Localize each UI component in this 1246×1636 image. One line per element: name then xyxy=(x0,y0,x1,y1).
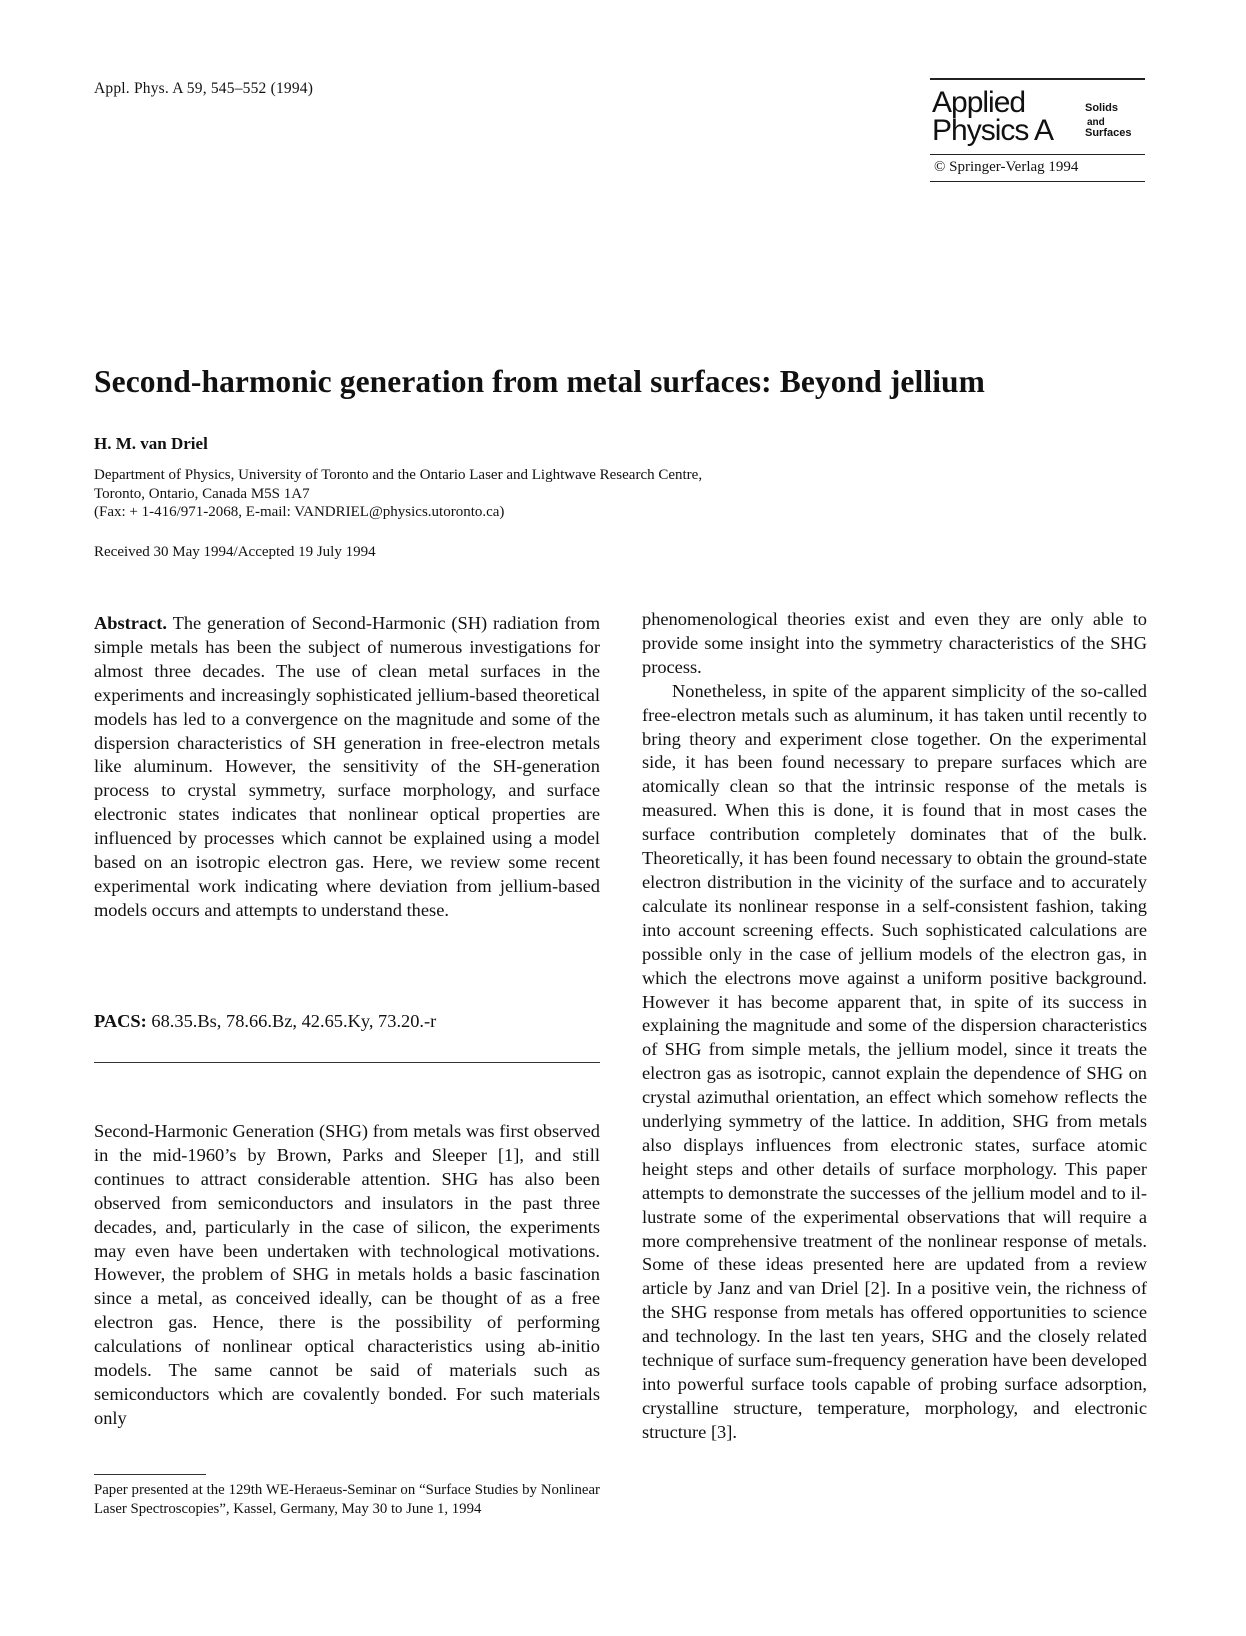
journal-section-line2: and xyxy=(1087,116,1105,128)
pacs-values: 68.35.Bs, 78.66.Bz, 42.65.Ky, 73.20.-r xyxy=(151,1011,437,1031)
right-column xyxy=(642,608,1147,1445)
abstract xyxy=(94,612,600,923)
body-paragraph: Nonetheless, in spite of the apparent simplicity of the so-called free-electron metals such as aluminum, it has taken until recently to bring theory and experiment close together. On the experimental side, it has been found necessary to prepare surfaces which are atomically clean so that the intrinsic response of the metals is measured. When this is done, it is found that in most cases the surface contribution completely dominates that of the bulk. Theoretically, it has been found necessary to obtain the ground-state electron distribution in the vicinity of the surface and to accurately calculate its nonlinear response in a self-consistent fashion, taking into account screening effects. Such sophisticated calculations are possible only in the case of jellium models of the electron gas, in which the electrons move against a uniform positive background. However it has become apparent that, in spite of its success in explaining the magnitude and some of the dispersion characteristics of SHG from simple metals, the jellium model, since it treats the electron gas as isotropic, cannot explain the dependence of SHG on crystal azimuthal orientation, an effect which somehow reflects the underlying symmetry of the lattice. In addition, SHG from metals also displays influences from electronic states, surface atomic height steps and other details of surface morphology. This paper attempts to demonstrate the successes of the jellium model and to illustrate some of the experimental observations that will require a more comprehensive treatment of the nonlinear response of metals. Some of these ideas presented here are updated from a review article by Janz and van Driel [2]. In a positive vein, the richness of the SHG response from metals has offered opportunities to science and technology. In the last ten years, SHG and the closely related technique of surface sum-frequency generation have been developed into powerful surface tools capable of probing surface adsorption, crystalline structure, temperature, morphology, and electronic structure [3]. xyxy=(642,680,1147,1442)
pacs-codes xyxy=(94,1010,600,1034)
author-affiliation xyxy=(94,466,702,522)
journal-section-line3: Surfaces xyxy=(1085,126,1132,139)
affiliation-line: Toronto, Ontario, Canada M5S 1A7 xyxy=(94,485,310,502)
journal-name-line2: Physics A xyxy=(932,113,1054,147)
article-author: H. M. van Driel xyxy=(94,434,208,453)
journal-masthead xyxy=(930,78,1145,182)
abstract-text: The generation of Second-Harmonic (SH) radiation from simple metals has been the subject of numerous investigations for almost three decades. The use of clean metal surfaces in the experiments and increasingly sophisticated jellium-based theoretical models has led to a convergence on the magnitude and some of the dispersion characteristics of SH generation in free-electron metals like aluminum. However, the sensitivity of the SH-generation process to crystal symmetry, surface morphology, and surface electronic states indicates that nonlinear optical properties are influenced by processes which cannot be explained using a model based on an isotropic electron gas. Here, we review some recent experimental work indicating where deviation from jellium-based models occurs and attempts to understand these. xyxy=(94,613,601,920)
pacs-label: PACS: xyxy=(94,1011,147,1031)
masthead-bottom-rule xyxy=(930,181,1145,182)
journal-logo xyxy=(930,80,1145,154)
abstract-divider xyxy=(94,1062,600,1063)
footnote-rule xyxy=(94,1474,206,1475)
affiliation-contact: (Fax: + 1-416/971-2068, E-mail: VANDRIEL@physics.utoronto.ca) xyxy=(94,504,505,520)
publisher-copyright: © Springer-Verlag 1994 xyxy=(934,158,1079,175)
abstract-label: Abstract. xyxy=(94,613,168,633)
journal-citation: Appl. Phys. A 59, 545–552 (1994) xyxy=(94,80,314,97)
journal-section-line1: Solids xyxy=(1085,101,1119,114)
intro-paragraph xyxy=(94,1120,600,1431)
received-dates: Received 30 May 1994/Accepted 19 July 1994 xyxy=(94,544,376,560)
body-paragraph: phenomenological theories exist and even they are only able to provide some insight into the symmetry characteristics of the SHG process. xyxy=(642,609,1147,677)
body-paragraph: Second-Harmonic Generation (SHG) from metals was first observed in the mid-1960’s by Brown, Parks and Sleeper [1], and still continues to attract considerable attention. SHG has also been observed from semiconductors and insulators in the past three decades, and, particularly in the case of silicon, the experiments may even have been undertaken with technological motivations. However, the problem of SHG in metals holds a basic fascination since a metal, as conceived ideally, can be thought of as a free electron gas. Hence, there is the possibility of performing calculations of nonlinear optical characteristics using ab-initio models. The same cannot be said of materials such as semiconductors which are covalently bonded. For such materials only xyxy=(94,1121,600,1428)
journal-name-line1: Applied xyxy=(932,85,1026,119)
affiliation-line: Department of Physics, University of Toronto and the Ontario Laser and Lightwave Research Centre, xyxy=(94,467,703,483)
footnote: Paper presented at the 129th WE-Heraeus-Seminar on “Surface Studies by Nonlinear Laser Spectroscopies”, Kassel, Germany, May 30 to June 1, 1994 xyxy=(94,1482,600,1517)
article-title: Second-harmonic generation from metal surfaces: Beyond jellium xyxy=(94,364,985,399)
